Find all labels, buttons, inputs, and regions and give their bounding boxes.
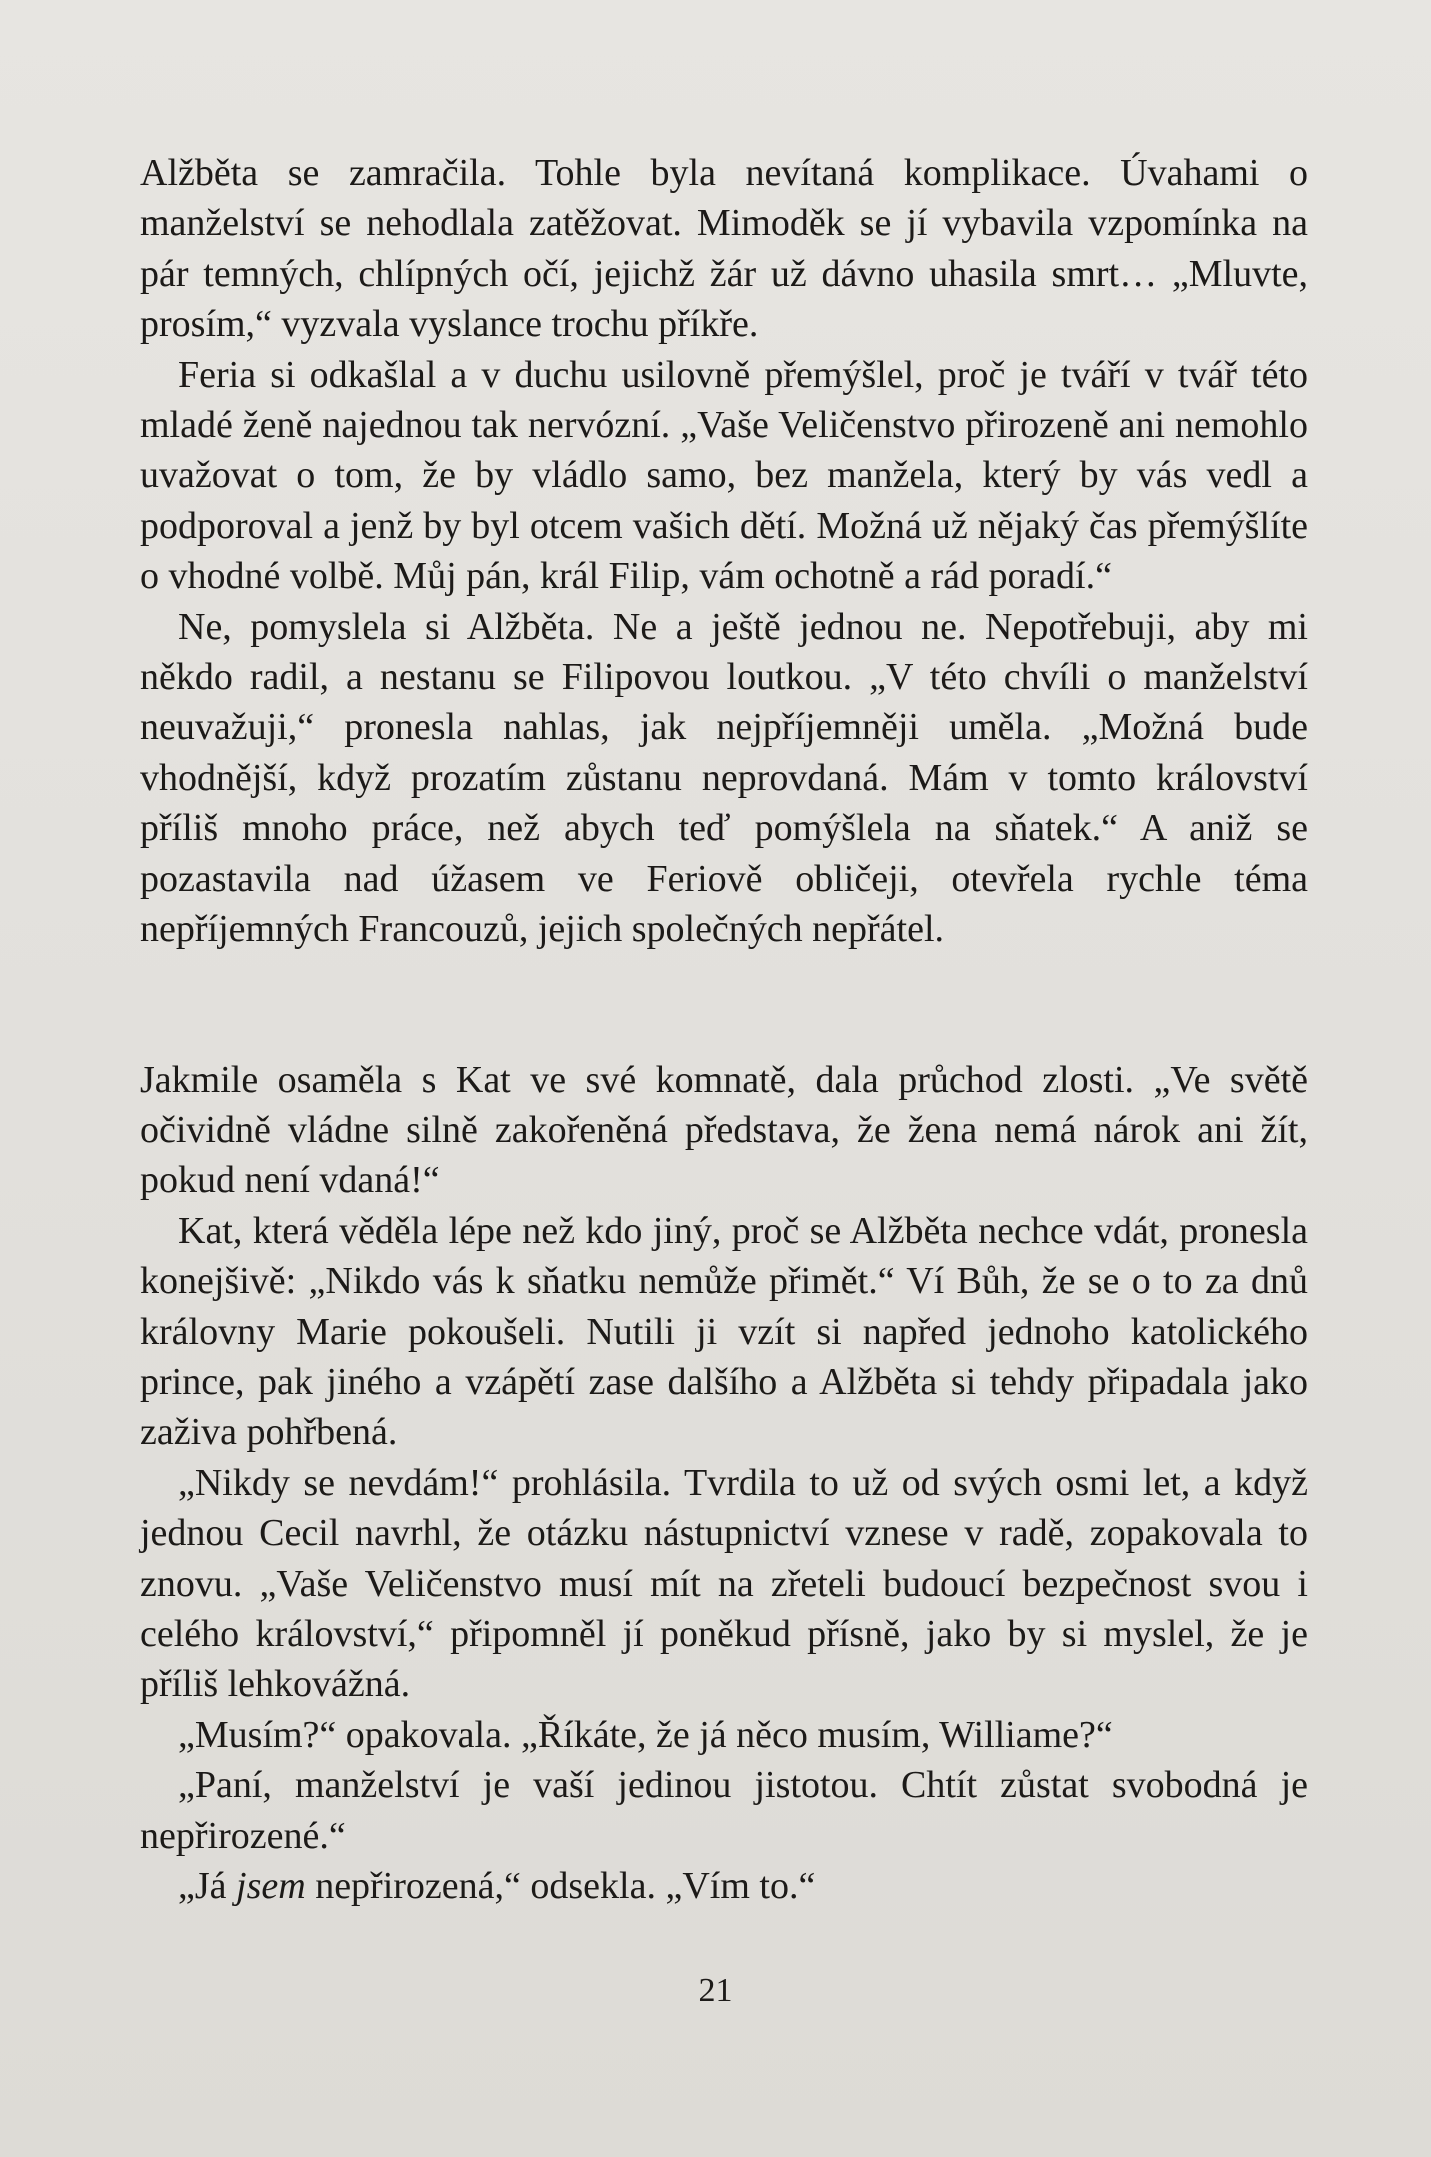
page-number: 21 <box>698 1972 733 2009</box>
page-body-text <box>140 148 1308 1911</box>
paragraph: Feria si odkašlal a v duchu usilovně přemýšlel, proč je tváří v tvář této mladé ženě najednou tak nervózní. „Vaše Veličenstvo přirozeně ani nemohlo uvažovat o tom, že by vládlo samo, bez manžela, který by vás vedl a podporoval a jenž by byl otcem vašich dětí. Možná už nějaký čas přemýšlíte o vhodné volbě. Můj pán, král Filip, vám ochotně a rád poradí.“ <box>140 353 1308 598</box>
paragraph: Kat, která věděla lépe než kdo jiný, proč se Alžběta nechce vdát, pronesla konejšivě: „Nikdo vás k sňatku nemůže přimět.“ Ví Bůh, že se o to za dnů královny Marie pokoušeli. Nutili ji vzít si napřed jednoho katolického prince, pak jiného a vzápětí zase dalšího a Alžběta si tehdy připadala jako zaživa pohřbená. <box>140 1209 1308 1454</box>
paragraph: Ne, pomyslela si Alžběta. Ne a ještě jednou ne. Nepotřebuji, aby mi někdo radil, a nestanu se Filipovou loutkou. „V této chvíli o manželství neuvažuji,“ pronesla nahlas, jak nejpříjemněji uměla. „Možná bude vhodnější, když prozatím zůstanu neprovdaná. Mám v tomto království příliš mnoho práce, než abych teď pomýšlela na sňatek.“ A aniž se pozastavila nad úžasem ve Feriově obličeji, otevřela rychle téma nepříjemných Francouzů, jejich společných nepřátel. <box>140 605 1308 951</box>
paragraph: „Paní, manželství je vaší jedinou jistotou. Chtít zůstat svobodná je nepřirozené.“ <box>140 1764 1308 1857</box>
text-segment: nepřirozená,“ odsekla. „Vím to.“ <box>305 1865 816 1907</box>
paragraph-section-start: Jakmile osaměla s Kat ve své komnatě, dala průchod zlosti. „Ve světě očividně vládne silně zakořeněná představa, že žena nemá nárok ani žít, pokud není vdaná!“ <box>140 1058 1308 1202</box>
paragraph: Alžběta se zamračila. Tohle byla nevítaná komplikace. Úvahami o manželství se nehodlala zatěžovat. Mimoděk se jí vybavila vzpomínka na pár temných, chlípných očí, jejichž žár už dávno uhasila smrt… „Mluvte, prosím,“ vyzvala vyslance trochu příkře. <box>140 152 1308 346</box>
emphasized-word: jsem <box>236 1865 306 1907</box>
paragraph: „Nikdy se nevdám!“ prohlásila. Tvrdila to už od svých osmi let, a když jednou Cecil navrhl, že otázku nástupnictví vznese v radě, zopakovala to znovu. „Vaše Veličenstvo musí mít na zřeteli budoucí bezpečnost svou i celého království,“ připomněl jí poněkud přísně, jako by si myslel, že je příliš lehkovážná. <box>140 1461 1308 1706</box>
paragraph-last <box>140 1861 1308 1911</box>
paragraph: „Musím?“ opakovala. „Říkáte, že já něco musím, Williame?“ <box>178 1713 1113 1756</box>
text-segment: „Já <box>178 1865 237 1907</box>
